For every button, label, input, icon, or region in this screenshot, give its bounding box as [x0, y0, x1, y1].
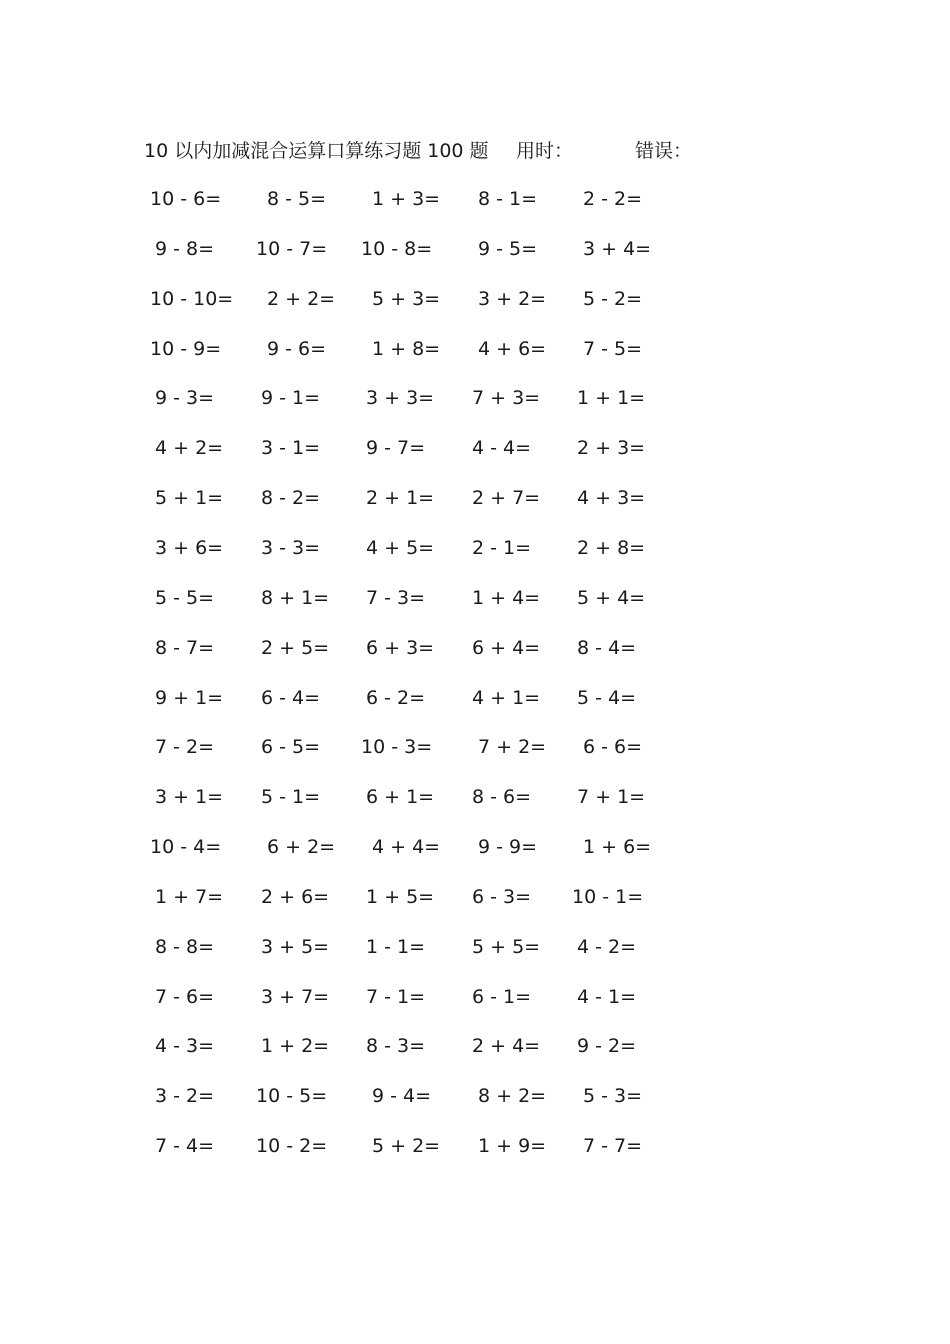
arithmetic-problem: 6 + 2= [267, 836, 336, 859]
arithmetic-problem: 8 - 1= [478, 188, 538, 210]
arithmetic-problem: 9 - 5= [478, 237, 538, 260]
arithmetic-problem: 10 - 3= [361, 736, 433, 759]
arithmetic-problem: 3 + 5= [261, 935, 330, 958]
worksheet-title: 10 以内加减混合运算口算练习题 100 题 [144, 140, 489, 162]
arithmetic-problem: 6 - 5= [261, 736, 321, 759]
arithmetic-problem: 7 - 1= [366, 985, 426, 1008]
arithmetic-problem: 2 - 1= [472, 536, 532, 559]
arithmetic-problem: 3 - 1= [261, 437, 321, 460]
arithmetic-problem: 9 + 1= [155, 686, 224, 709]
arithmetic-problem: 7 - 6= [155, 985, 215, 1008]
arithmetic-problem: 3 - 3= [261, 536, 321, 559]
arithmetic-problem: 6 - 3= [472, 885, 532, 908]
arithmetic-problem: 10 - 2= [256, 1135, 328, 1158]
arithmetic-problem: 5 + 4= [577, 586, 646, 609]
arithmetic-problem: 8 - 6= [472, 786, 532, 809]
arithmetic-problem: 1 + 2= [261, 1035, 330, 1058]
arithmetic-problem: 1 + 5= [366, 885, 435, 908]
arithmetic-problem: 1 + 1= [577, 387, 646, 410]
arithmetic-problem: 4 + 6= [478, 337, 547, 360]
arithmetic-problem: 10 - 10= [150, 287, 234, 310]
arithmetic-problem: 5 + 5= [472, 935, 541, 958]
arithmetic-problem: 4 + 2= [155, 437, 224, 460]
arithmetic-problem: 9 - 3= [155, 387, 215, 410]
arithmetic-problem: 9 - 1= [261, 387, 321, 410]
arithmetic-problem: 4 - 3= [155, 1035, 215, 1058]
arithmetic-problem: 1 + 3= [372, 188, 441, 210]
arithmetic-problem: 10 - 8= [361, 237, 433, 260]
arithmetic-problem: 7 + 2= [478, 736, 547, 759]
arithmetic-problem: 3 - 2= [155, 1085, 215, 1108]
arithmetic-problem: 5 - 3= [583, 1085, 643, 1108]
arithmetic-problem: 7 - 3= [366, 586, 426, 609]
time-used-label: 用时： [516, 140, 574, 162]
arithmetic-problem: 7 + 1= [577, 786, 646, 809]
arithmetic-problem: 6 + 4= [472, 636, 541, 659]
arithmetic-problem: 5 + 1= [155, 487, 224, 510]
arithmetic-problem: 10 - 5= [256, 1085, 328, 1108]
arithmetic-problem: 3 + 6= [155, 536, 224, 559]
arithmetic-problem: 9 - 9= [478, 836, 538, 859]
arithmetic-problem: 5 - 2= [583, 287, 643, 310]
arithmetic-problem: 8 - 5= [267, 188, 327, 210]
arithmetic-problem: 4 + 3= [577, 487, 646, 510]
arithmetic-problem: 9 - 6= [267, 337, 327, 360]
arithmetic-problem: 7 - 2= [155, 736, 215, 759]
arithmetic-problem: 2 + 7= [472, 487, 541, 510]
arithmetic-problem: 6 - 4= [261, 686, 321, 709]
arithmetic-problem: 2 + 6= [261, 885, 330, 908]
arithmetic-problem: 10 - 4= [150, 836, 222, 859]
arithmetic-problem: 7 - 5= [583, 337, 643, 360]
arithmetic-problem: 3 + 4= [583, 237, 652, 260]
arithmetic-problem: 9 - 8= [155, 237, 215, 260]
arithmetic-problem: 9 - 4= [372, 1085, 432, 1108]
arithmetic-problem: 7 - 4= [155, 1135, 215, 1158]
arithmetic-problem: 1 + 9= [478, 1135, 547, 1158]
arithmetic-problem: 4 + 5= [366, 536, 435, 559]
arithmetic-problem: 4 - 4= [472, 437, 532, 460]
arithmetic-problem: 1 - 1= [366, 935, 426, 958]
arithmetic-problem: 6 + 1= [366, 786, 435, 809]
arithmetic-problem: 8 - 3= [366, 1035, 426, 1058]
arithmetic-problem: 8 - 8= [155, 935, 215, 958]
arithmetic-problem: 4 + 1= [472, 686, 541, 709]
arithmetic-problem: 10 - 7= [256, 237, 328, 260]
arithmetic-problem: 4 - 1= [577, 985, 637, 1008]
arithmetic-problem: 6 - 1= [472, 985, 532, 1008]
arithmetic-problem: 4 - 2= [577, 935, 637, 958]
arithmetic-problem: 6 - 2= [366, 686, 426, 709]
arithmetic-problem: 1 + 4= [472, 586, 541, 609]
arithmetic-problem: 2 - 2= [583, 188, 643, 210]
arithmetic-problem: 2 + 3= [577, 437, 646, 460]
arithmetic-problem: 2 + 8= [577, 536, 646, 559]
arithmetic-problem: 4 + 4= [372, 836, 441, 859]
arithmetic-problem: 3 + 3= [366, 387, 435, 410]
arithmetic-problem: 1 + 7= [155, 885, 224, 908]
arithmetic-problem: 10 - 9= [150, 337, 222, 360]
arithmetic-problem: 9 - 7= [366, 437, 426, 460]
arithmetic-problem: 8 + 1= [261, 586, 330, 609]
arithmetic-problem: 5 - 1= [261, 786, 321, 809]
arithmetic-problem: 6 + 3= [366, 636, 435, 659]
arithmetic-problem: 2 + 2= [267, 287, 336, 310]
arithmetic-problem: 10 - 1= [572, 885, 644, 908]
arithmetic-problem: 8 - 4= [577, 636, 637, 659]
arithmetic-problem: 3 + 7= [261, 985, 330, 1008]
arithmetic-problem: 8 - 7= [155, 636, 215, 659]
arithmetic-problem: 2 + 4= [472, 1035, 541, 1058]
arithmetic-problem: 1 + 8= [372, 337, 441, 360]
arithmetic-problem: 5 + 3= [372, 287, 441, 310]
errors-label: 错误： [635, 140, 693, 162]
arithmetic-problem: 5 + 2= [372, 1135, 441, 1158]
arithmetic-problem: 2 + 1= [366, 487, 435, 510]
arithmetic-problem: 8 - 2= [261, 487, 321, 510]
arithmetic-problem: 5 - 5= [155, 586, 215, 609]
arithmetic-problem: 1 + 6= [583, 836, 652, 859]
arithmetic-problem: 3 + 1= [155, 786, 224, 809]
arithmetic-problem: 8 + 2= [478, 1085, 547, 1108]
arithmetic-problem: 5 - 4= [577, 686, 637, 709]
arithmetic-problem: 7 + 3= [472, 387, 541, 410]
arithmetic-problem: 6 - 6= [583, 736, 643, 759]
arithmetic-problem: 2 + 5= [261, 636, 330, 659]
arithmetic-problem: 10 - 6= [150, 188, 222, 210]
arithmetic-problem: 3 + 2= [478, 287, 547, 310]
arithmetic-problem: 9 - 2= [577, 1035, 637, 1058]
arithmetic-problem: 7 - 7= [583, 1135, 643, 1158]
